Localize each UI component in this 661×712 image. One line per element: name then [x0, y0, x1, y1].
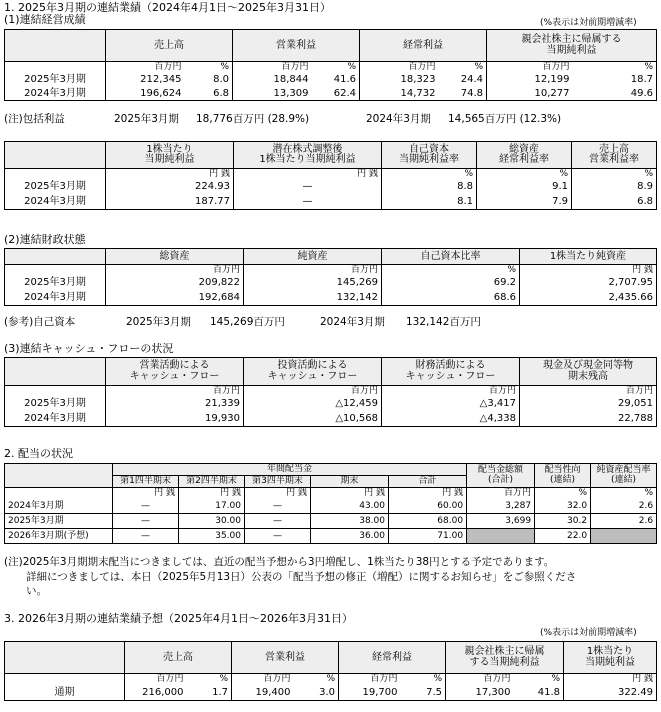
header-total-dividend: 配当金総額 (合計): [467, 464, 535, 488]
unit-label: 百万円: [125, 674, 187, 685]
equity-ref-2025-label: 2025年3月期: [126, 316, 191, 328]
unit-label: 百万円: [233, 62, 312, 73]
table-row: [5, 180, 657, 195]
header-payout-ratio: 配当性向 (連結): [535, 464, 591, 488]
header-equity-ratio: 自己資本比率: [382, 249, 520, 265]
dividend-note-3: い。: [26, 585, 47, 597]
cell-value: 10,277: [487, 87, 573, 101]
comprehensive-2025-label: 2025年3月期: [114, 113, 179, 125]
header-cash-end: 現金及び現金同等物 期末残高: [520, 358, 657, 386]
cell-value: 74.8: [439, 87, 487, 101]
unit-label: %: [382, 169, 477, 180]
row-label: 2024年3月期: [5, 499, 113, 514]
unit-label: %: [294, 674, 339, 685]
table-row: [5, 195, 657, 210]
equity-ref-2024-value: 132,142百万円: [406, 316, 481, 328]
table-row: [5, 685, 657, 701]
cell-value: —: [245, 499, 311, 514]
cell-value: —: [113, 529, 179, 544]
table-row: [5, 276, 657, 291]
pct-note: (%表示は対前期増減率): [540, 18, 637, 28]
cell-value: 19,930: [106, 412, 244, 427]
cell-value: 196,624: [106, 87, 185, 101]
forecast-heading: 3. 2026年3月期の連結業績予想（2025年4月1日～2026年3月31日）: [4, 612, 353, 625]
unit-label: 円 銭: [113, 488, 179, 499]
comprehensive-2024-label: 2024年3月期: [366, 113, 431, 125]
cell-value-shaded: [591, 529, 657, 544]
unit-label: 百万円: [339, 674, 401, 685]
header-doe: 純資産配当率 (連結): [591, 464, 657, 488]
header-bps: 1株当たり純資産: [520, 249, 657, 265]
dividend-note-2: 詳細につきましては、本日（2025年5月13日）公表の「配当予想の修正（増配）に関するお知らせ」をご参照くださ: [26, 571, 577, 583]
cell-value: —: [245, 529, 311, 544]
forecast-table: [4, 641, 657, 701]
unit-label: 円 銭: [311, 488, 389, 499]
unit-label: %: [535, 488, 591, 499]
cell-value: 22,788: [520, 412, 657, 427]
header-operating-cf: 営業活動による キャッシュ・フロー: [106, 358, 244, 386]
unit-label: 百万円: [244, 265, 382, 276]
row-label: 2024年3月期: [5, 291, 106, 306]
table-row: [5, 412, 657, 427]
cell-value: 2.6: [591, 514, 657, 529]
operating-results-table: [4, 29, 657, 101]
header-total-assets: 総資産: [106, 249, 244, 265]
cell-value: 6.8: [185, 87, 233, 101]
row-label: 2025年3月期: [5, 276, 106, 291]
row-label: 2026年3月期(予想): [5, 529, 113, 544]
unit-label: %: [439, 62, 487, 73]
unit-label: %: [572, 169, 657, 180]
header-ordinary-profit: 経常利益: [360, 30, 487, 62]
row-label: 2025年3月期: [5, 514, 113, 529]
comprehensive-income-label: (注)包括利益: [4, 113, 65, 125]
unit-label: 百万円: [446, 674, 514, 685]
unit-label: %: [312, 62, 360, 73]
financial-position-table: [4, 248, 657, 306]
equity-ref-2025-value: 145,269百万円: [210, 316, 285, 328]
dividends-table: [4, 463, 657, 544]
forecast-pct-note: (%表示は対前期増減率): [540, 628, 637, 638]
cell-value: 14,732: [360, 87, 439, 101]
header-q3: 第3四半期末: [245, 476, 311, 488]
forecast-header-operating-profit: 営業利益: [232, 642, 339, 674]
cell-value: 6.8: [572, 195, 657, 210]
table-row: [5, 87, 657, 101]
cell-value: 43.00: [311, 499, 389, 514]
header-margin: 売上高 営業利益率: [572, 142, 657, 169]
cell-value-shaded: [467, 529, 535, 544]
cell-value: 212,345: [106, 73, 185, 87]
cell-value: 32.0: [535, 499, 591, 514]
forecast-header-eps: 1株当たり 当期純利益: [564, 642, 657, 674]
header-total: 合計: [389, 476, 467, 488]
cell-value: 224.93: [106, 180, 234, 195]
unit-label: %: [401, 674, 446, 685]
cell-value: 322.49: [564, 685, 657, 701]
cell-value: 209,822: [106, 276, 244, 291]
cell-value: 21,339: [106, 397, 244, 412]
row-label: 2025年3月期: [5, 73, 106, 87]
cell-value: △10,568: [244, 412, 382, 427]
table-row: [5, 397, 657, 412]
cell-value: 35.00: [179, 529, 245, 544]
operating-results-heading: (1)連結経営成績: [4, 13, 86, 26]
row-label: 2024年3月期: [5, 412, 106, 427]
unit-label: 百万円: [382, 386, 520, 397]
unit-label: 円 銭: [389, 488, 467, 499]
table-row: [5, 514, 657, 529]
cell-value: 7.9: [477, 195, 572, 210]
section1-title: 1. 2025年3月期の連結業績（2024年4月1日～2025年3月31日）: [4, 1, 331, 14]
cell-value: 18,323: [360, 73, 439, 87]
dividend-note-1: (注)2025年3月期期末配当につきましては、直近の配当予想から3円増配し、1株当たり38円とする予定であります。: [4, 556, 555, 568]
header-financing-cf: 財務活動による キャッシュ・フロー: [382, 358, 520, 386]
cell-value: 2,435.66: [520, 291, 657, 306]
unit-label: 百万円: [106, 386, 244, 397]
forecast-header-ordinary-profit: 経常利益: [339, 642, 446, 674]
table-row: [5, 291, 657, 306]
cell-value: 19,400: [232, 685, 294, 701]
cell-value: 192,684: [106, 291, 244, 306]
cell-value: 41.6: [312, 73, 360, 87]
header-operating-profit: 営業利益: [233, 30, 360, 62]
equity-ref-2024-label: 2024年3月期: [320, 316, 385, 328]
cell-value: 2.6: [591, 499, 657, 514]
cell-value: 8.8: [382, 180, 477, 195]
cell-value: 24.4: [439, 73, 487, 87]
row-label: 2025年3月期: [5, 180, 106, 195]
cell-value: 216,000: [125, 685, 187, 701]
cash-flow-table: [4, 357, 657, 427]
cell-value: 38.00: [311, 514, 389, 529]
unit-label: %: [185, 62, 233, 73]
header-year-end: 期末: [311, 476, 389, 488]
equity-ref-label: (参考)自己資本: [4, 316, 76, 328]
cell-value: 49.6: [573, 87, 657, 101]
header-roe: 自己資本 当期純利益率: [382, 142, 477, 169]
unit-label: 円 銭: [520, 265, 657, 276]
cell-value: 8.9: [572, 180, 657, 195]
cell-value: 18,844: [233, 73, 312, 87]
cell-value: 36.00: [311, 529, 389, 544]
financial-position-heading: (2)連結財政状態: [4, 233, 86, 246]
row-label: 通期: [5, 685, 125, 701]
unit-label: %: [382, 265, 520, 276]
cell-value: 22.0: [535, 529, 591, 544]
per-share-table: [4, 141, 657, 210]
cell-value: 187.77: [106, 195, 234, 210]
cell-value: 3,699: [467, 514, 535, 529]
cell-value: 13,309: [233, 87, 312, 101]
cell-value: 9.1: [477, 180, 572, 195]
header-q2: 第2四半期末: [179, 476, 245, 488]
unit-label: %: [573, 62, 657, 73]
header-sales: 売上高: [106, 30, 233, 62]
cell-value: 3.0: [294, 685, 339, 701]
cell-value: 60.00: [389, 499, 467, 514]
header-annual-dividend: 年間配当金: [113, 464, 467, 476]
unit-label: 百万円: [467, 488, 535, 499]
cell-value: 19,700: [339, 685, 401, 701]
cell-value: 3,287: [467, 499, 535, 514]
unit-label: 百万円: [106, 62, 185, 73]
unit-label: 円 銭: [106, 169, 234, 180]
header-investing-cf: 投資活動による キャッシュ・フロー: [244, 358, 382, 386]
unit-label: 円 銭: [564, 674, 657, 685]
row-label: 2025年3月期: [5, 397, 106, 412]
cell-value: 18.7: [573, 73, 657, 87]
cell-value: 8.0: [185, 73, 233, 87]
unit-label: 百万円: [360, 62, 439, 73]
table-row: [5, 529, 657, 544]
cell-value: △12,459: [244, 397, 382, 412]
unit-label: 百万円: [106, 265, 244, 276]
header-net-assets: 純資産: [244, 249, 382, 265]
cell-value: 29,051: [520, 397, 657, 412]
unit-label: 百万円: [232, 674, 294, 685]
unit-label: %: [187, 674, 232, 685]
cell-value: 30.00: [179, 514, 245, 529]
cell-value: 41.8: [514, 685, 564, 701]
unit-label: %: [477, 169, 572, 180]
cell-value: △3,417: [382, 397, 520, 412]
dividends-heading: 2. 配当の状況: [4, 447, 73, 460]
comprehensive-2025-value: 18,776百万円 (28.9%): [196, 113, 310, 125]
comprehensive-2024-value: 14,565百万円 (12.3%): [448, 113, 562, 125]
header-net-profit: 親会社株主に帰属する 当期純利益: [487, 30, 657, 62]
cell-value: —: [113, 514, 179, 529]
cell-value: 17.00: [179, 499, 245, 514]
unit-label: 百万円: [487, 62, 573, 73]
cell-value: △4,338: [382, 412, 520, 427]
cell-value: 8.1: [382, 195, 477, 210]
unit-label: 円 銭: [234, 169, 382, 180]
row-label: 2024年3月期: [5, 87, 106, 101]
unit-label: 円 銭: [179, 488, 245, 499]
unit-label: 円 銭: [245, 488, 311, 499]
cell-value: —: [245, 514, 311, 529]
forecast-header-net-profit: 親会社株主に帰属 する当期純利益: [446, 642, 564, 674]
cell-value: —: [113, 499, 179, 514]
header-eps: 1株当たり 当期純利益: [106, 142, 234, 169]
cell-value: 1.7: [187, 685, 232, 701]
cell-value: 68.00: [389, 514, 467, 529]
cell-value: 17,300: [446, 685, 514, 701]
header-q1: 第1四半期末: [113, 476, 179, 488]
cell-value: 2,707.95: [520, 276, 657, 291]
header-blank: [5, 30, 106, 62]
cell-value: —: [234, 195, 382, 210]
cell-value: 132,142: [244, 291, 382, 306]
unit-label: 百万円: [244, 386, 382, 397]
unit-label: %: [591, 488, 657, 499]
table-row: [5, 499, 657, 514]
unit-label: %: [514, 674, 564, 685]
cell-value: 71.00: [389, 529, 467, 544]
cell-value: 68.6: [382, 291, 520, 306]
unit-label: 百万円: [520, 386, 657, 397]
header-roa: 総資産 経常利益率: [477, 142, 572, 169]
cell-value: 30.2: [535, 514, 591, 529]
cell-value: 62.4: [312, 87, 360, 101]
header-diluted-eps: 潜在株式調整後 1株当たり当期純利益: [234, 142, 382, 169]
cell-value: 69.2: [382, 276, 520, 291]
cell-value: 12,199: [487, 73, 573, 87]
cell-value: 7.5: [401, 685, 446, 701]
cash-flow-heading: (3)連結キャッシュ・フローの状況: [4, 342, 174, 355]
row-label: 2024年3月期: [5, 195, 106, 210]
cell-value: —: [234, 180, 382, 195]
cell-value: 145,269: [244, 276, 382, 291]
table-row: [5, 73, 657, 87]
forecast-header-sales: 売上高: [125, 642, 232, 674]
